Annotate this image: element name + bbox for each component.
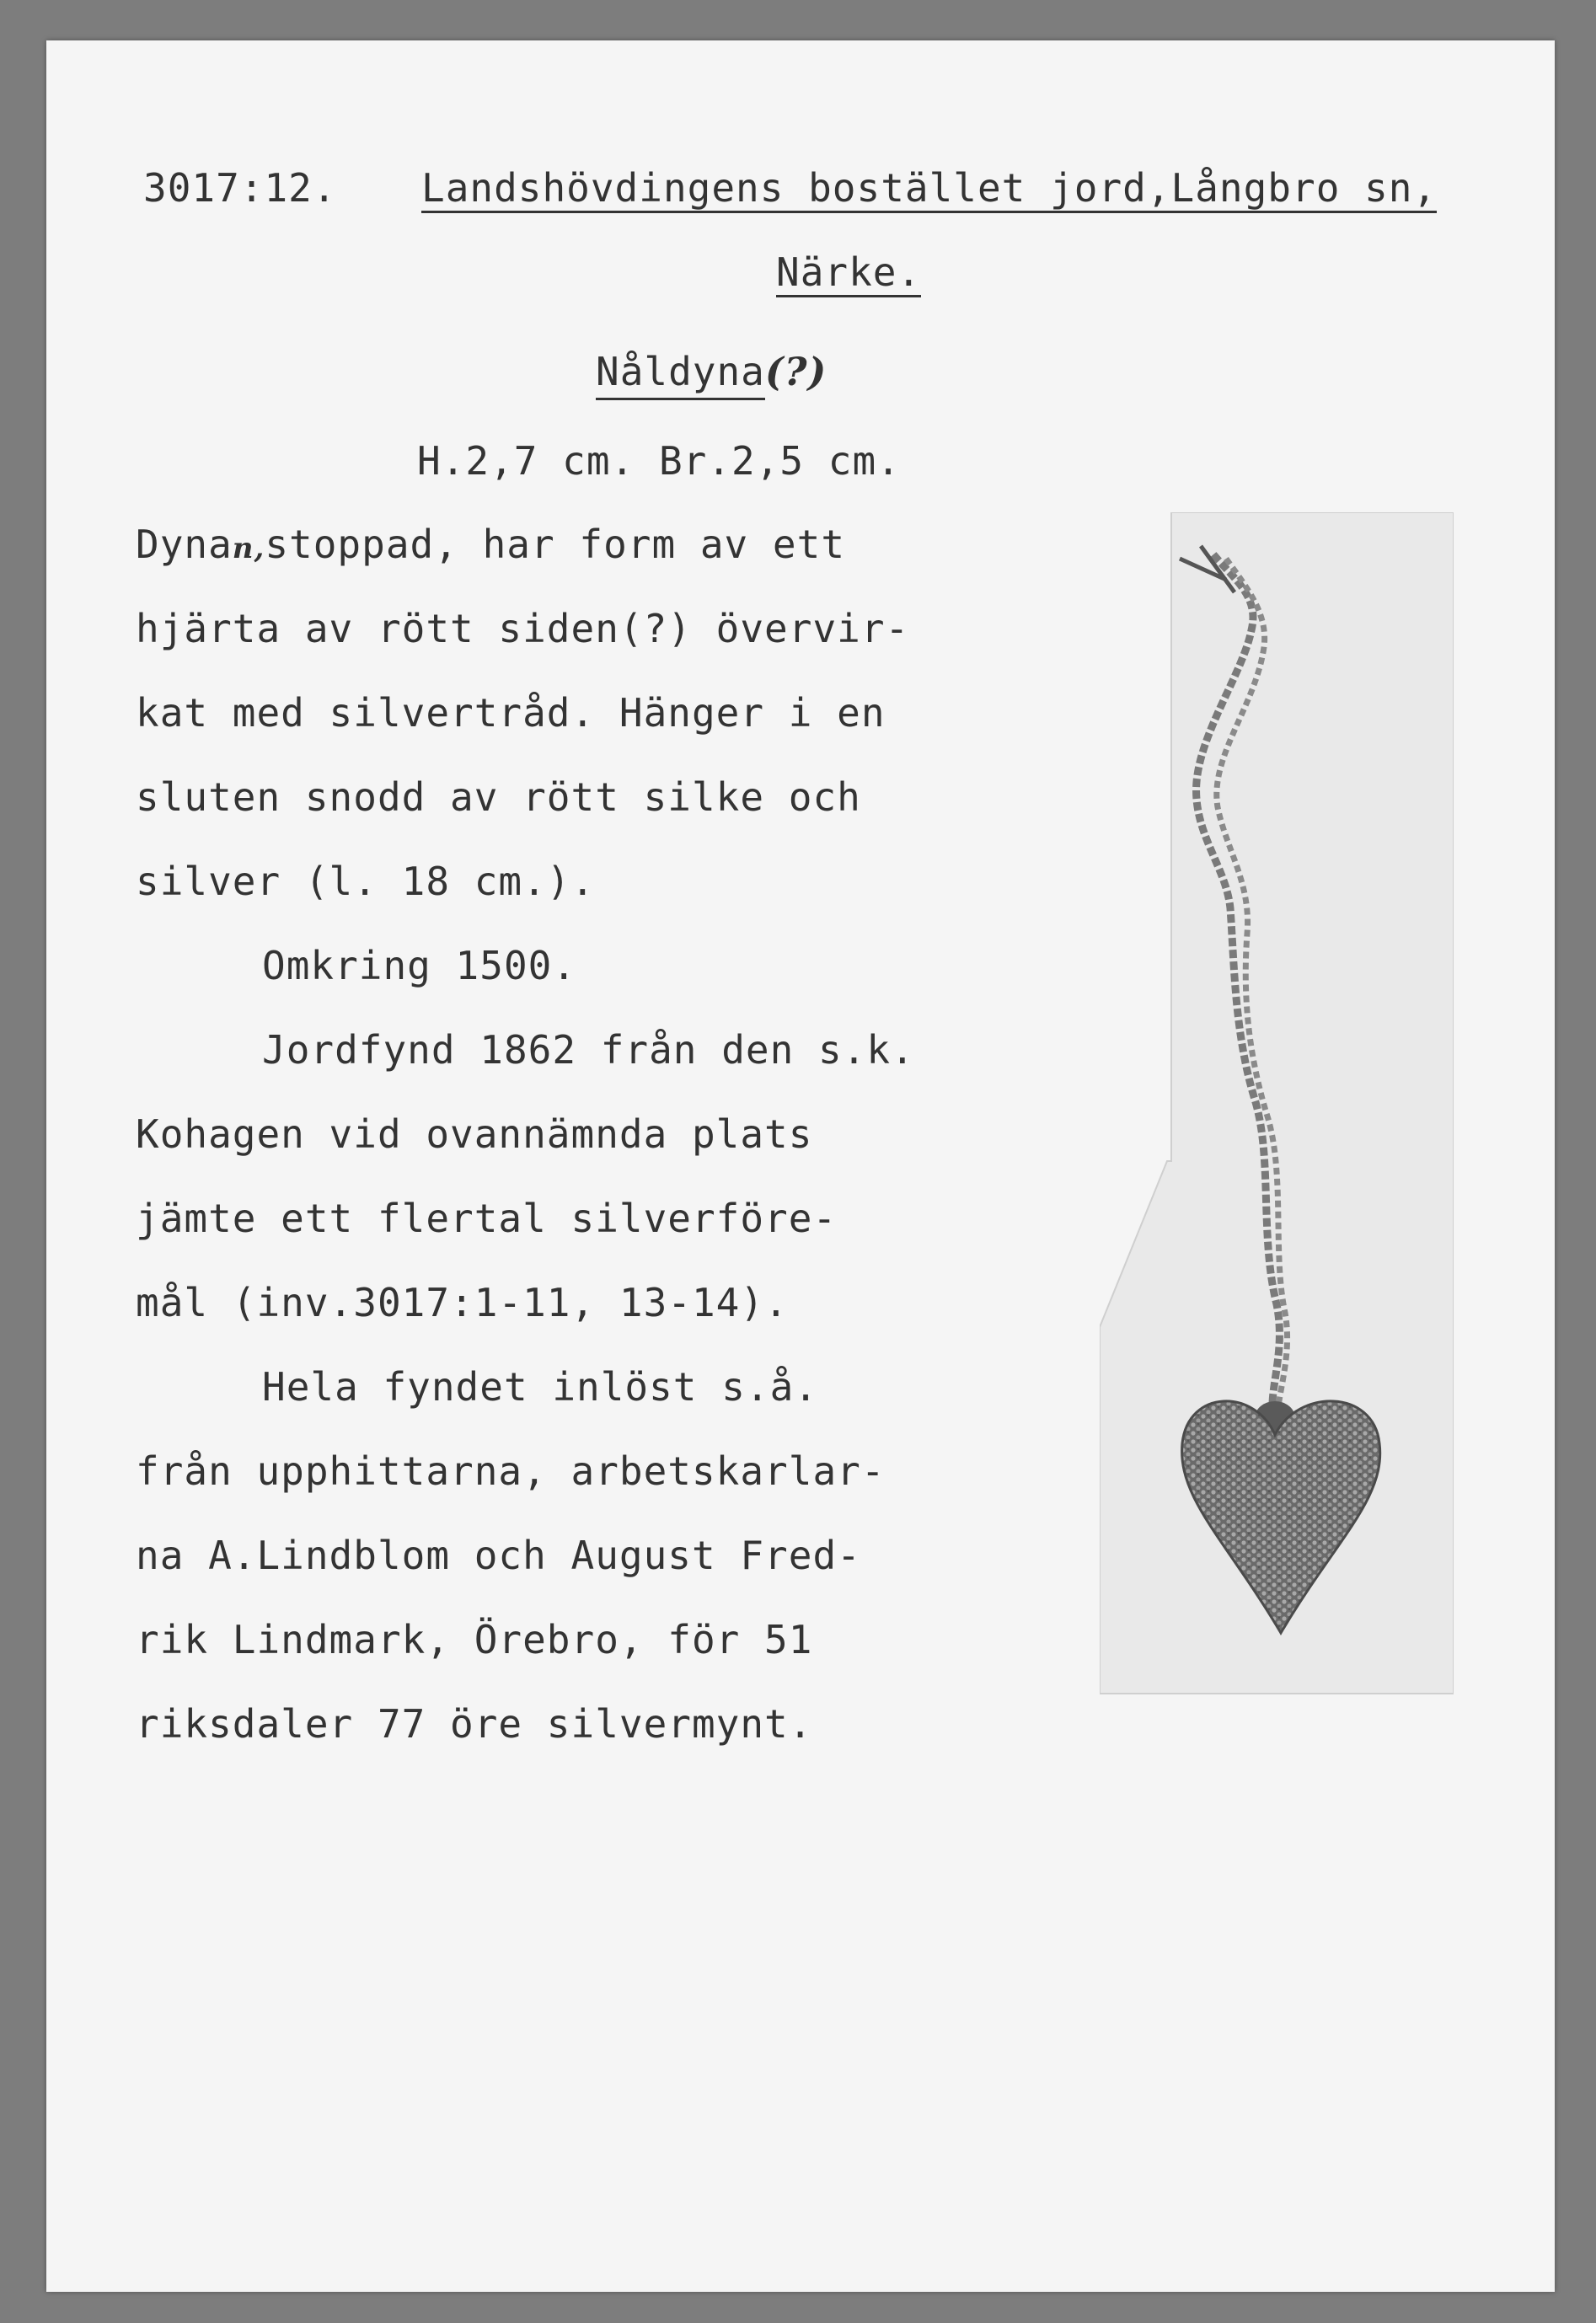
description-line-4: sluten snodd av rött silke och	[136, 774, 861, 820]
find-line-1: Jordfynd 1862 från den s.k.	[262, 1027, 915, 1073]
description-rest: stoppad, har form av ett	[265, 522, 846, 567]
inventory-number: 3017:12.	[143, 165, 337, 211]
acquisition-line-1: Hela fyndet inlöst s.å.	[262, 1364, 818, 1410]
find-line-4: mål (inv.3017:1-11, 13-14).	[136, 1280, 789, 1325]
description-line-5: silver (l. 18 cm.).	[136, 859, 596, 904]
acquisition-line-5: riksdaler 77 öre silvermynt.	[136, 1701, 813, 1747]
location-line-1: Landshövdingens bostället jord,Långbro sn,	[421, 169, 1437, 213]
acquisition-line-4: rik Lindmark, Örebro, för 51	[136, 1617, 813, 1662]
description-annotation: n,	[232, 532, 265, 565]
dimensions: H.2,7 cm. Br.2,5 cm.	[417, 438, 901, 484]
title-annotation: (?)	[764, 349, 827, 394]
find-line-3: jämte ett flertal silverföre-	[136, 1196, 838, 1241]
description-line-2: hjärta av rött siden(?) övervir-	[136, 606, 910, 651]
acquisition-line-3: na A.Lindblom och August Fred-	[136, 1533, 861, 1578]
dating: Omkring 1500.	[262, 943, 577, 988]
object-title-row	[596, 349, 827, 394]
catalog-card	[46, 40, 1555, 2292]
find-line-2: Kohagen vid ovannämnda plats	[136, 1111, 813, 1157]
object-title: Nåldyna	[596, 349, 765, 400]
description-line-3: kat med silvertråd. Hänger i en	[136, 690, 886, 736]
description-prefix: Dyna	[136, 522, 233, 567]
pincushion-photograph	[1100, 512, 1454, 1734]
description-line-1	[136, 522, 846, 567]
acquisition-line-2: från upphittarna, arbetskarlar-	[136, 1448, 886, 1494]
location-line-2: Närke.	[776, 253, 921, 297]
